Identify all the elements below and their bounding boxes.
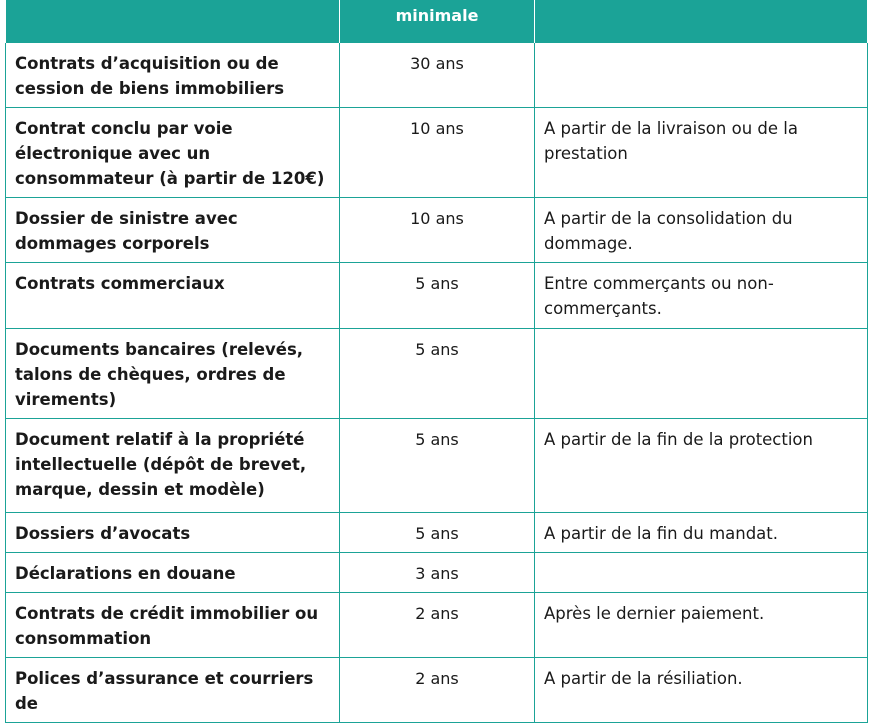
duration-cell: 5 ans	[340, 262, 535, 328]
note-cell: A partir de la fin du mandat.	[535, 512, 868, 552]
table-row	[6, 512, 868, 552]
note-cell: A partir de la fin de la protection	[535, 418, 868, 512]
table-row	[6, 592, 868, 657]
table-row	[6, 262, 868, 328]
duration-cell: 10 ans	[340, 197, 535, 262]
document-type-cell: Contrats d’acquisition ou de cession de biens immobiliers	[6, 42, 340, 107]
table-row	[6, 657, 868, 722]
duration-cell: 5 ans	[340, 328, 535, 418]
note-cell: A partir de la résiliation.	[535, 657, 868, 722]
table-header-row	[6, 0, 868, 42]
document-type-cell: Déclarations en douane	[6, 552, 340, 592]
document-type-cell: Dossiers d’avocats	[6, 512, 340, 552]
document-type-cell: Contrat conclu par voie électronique avec un consommateur (à partir de 120€)	[6, 107, 340, 197]
document-type-cell: Contrats de crédit immobilier ou consommation	[6, 592, 340, 657]
duration-cell: 3 ans	[340, 552, 535, 592]
note-cell	[535, 328, 868, 418]
duration-cell: 30 ans	[340, 42, 535, 107]
note-cell: Après le dernier paiement.	[535, 592, 868, 657]
table-row	[6, 197, 868, 262]
table-row	[6, 42, 868, 107]
note-cell: Entre commerçants ou non-commerçants.	[535, 262, 868, 328]
duration-cell: 5 ans	[340, 418, 535, 512]
table-row	[6, 552, 868, 592]
retention-table	[5, 0, 868, 723]
duration-cell: 5 ans	[340, 512, 535, 552]
note-cell: A partir de la consolidation du dommage.	[535, 197, 868, 262]
header-cell-note	[535, 0, 868, 42]
note-cell: A partir de la livraison ou de la prestation	[535, 107, 868, 197]
document-type-cell: Documents bancaires (relevés, talons de chèques, ordres de virements)	[6, 328, 340, 418]
table-row	[6, 328, 868, 418]
table-row	[6, 418, 868, 512]
document-type-cell: Document relatif à la propriété intellectuelle (dépôt de brevet, marque, dessin et modèle)	[6, 418, 340, 512]
header-cell-type	[6, 0, 340, 42]
duration-cell: 2 ans	[340, 657, 535, 722]
document-type-cell: Dossier de sinistre avec dommages corporels	[6, 197, 340, 262]
note-cell	[535, 42, 868, 107]
duration-cell: 10 ans	[340, 107, 535, 197]
duration-cell: 2 ans	[340, 592, 535, 657]
table-row	[6, 107, 868, 197]
document-type-cell: Contrats commerciaux	[6, 262, 340, 328]
note-cell	[535, 552, 868, 592]
document-type-cell: Polices d’assurance et courriers de	[6, 657, 340, 722]
header-cell-duree: minimale	[340, 0, 535, 42]
